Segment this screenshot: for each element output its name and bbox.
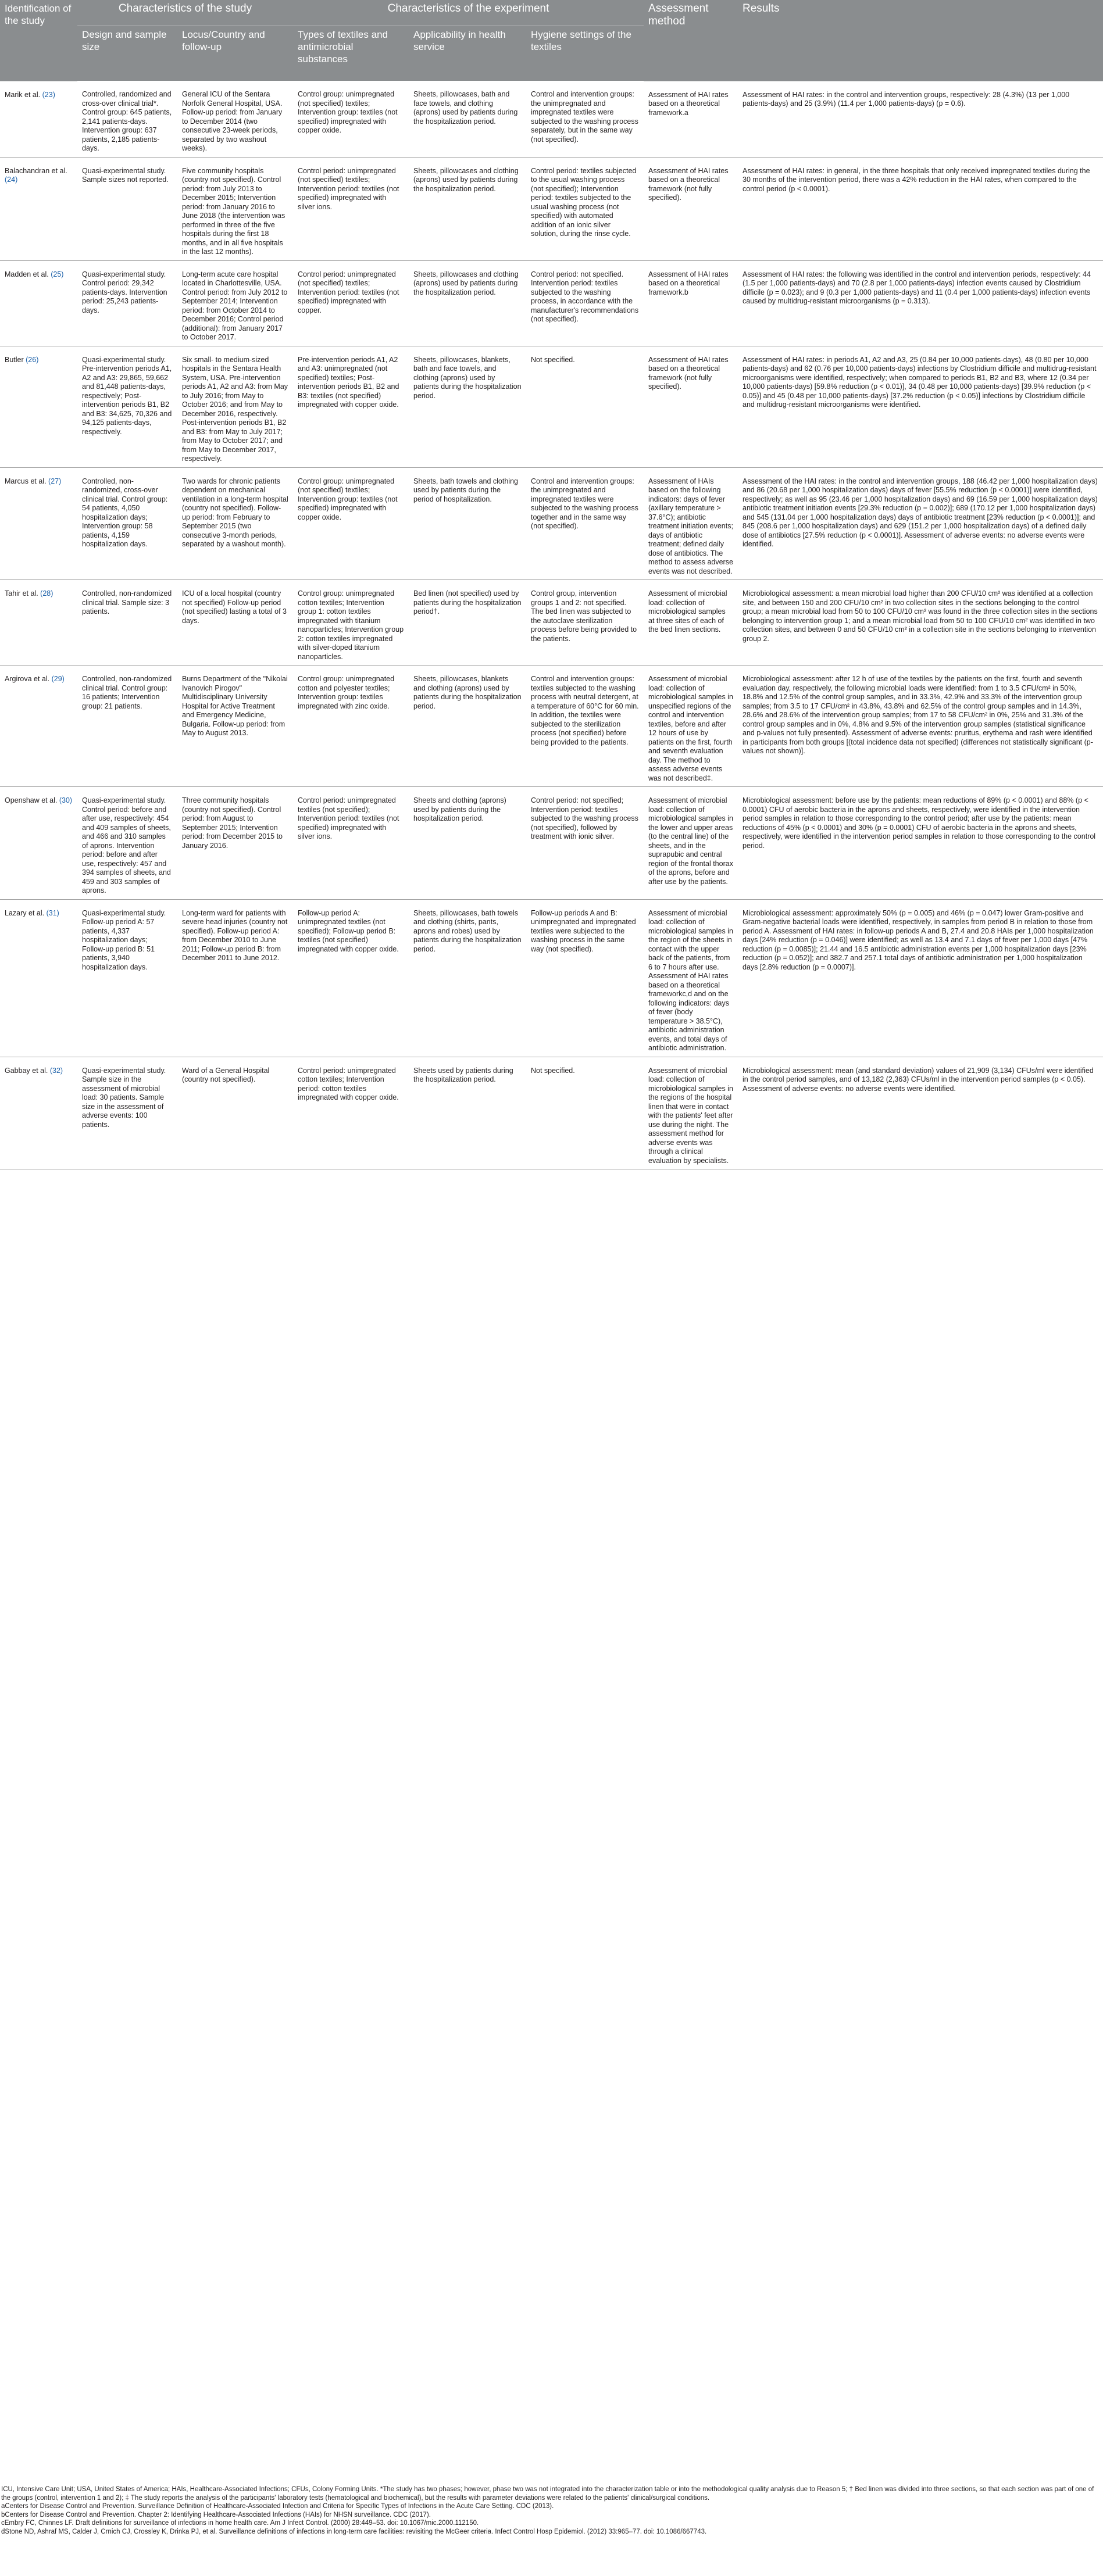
- results-cell: Assessment of HAI rates: in the control and intervention groups, respectively: 28 (4.3%) (13 per 1,000 patients-days) and 25 (3.9%) (11.4 per 1,000 patients-days) (p = 0.6).: [738, 81, 1103, 157]
- locus-cell: Long-term acute care hospital located in Charlottesville, USA. Control period: from July 2012 to September 2014; Intervention period: from October 2014 to December 2016; Control period (additional): from January 2017 to October 2017.: [177, 260, 293, 346]
- applicability-cell: Sheets, pillowcases and clothing (aprons) used by patients during the hospitalization period.: [409, 157, 526, 260]
- results-cell: Assessment of HAI rates: the following was identified in the control and intervention periods, respectively: 44 (1.5 per 1,000 patients-days) and 70 (2.8 per 1,000 patients-days) infection events caused by Clostridium difficile (p = 0.023); and 9 (0.3 per 1,000 patients-days) and 11 (0.4 per 1,000 patients-days) infection events caused by multidrug-resistant microorganisms (p = 0.313).: [738, 260, 1103, 346]
- design-cell: Controlled, non-randomized, cross-over clinical trial. Control group: 54 patients, 4,050 hospitalization days; Intervention group: 58 patients, 4,159 hospitalization days.: [77, 467, 177, 580]
- results-cell: Microbiological assessment: after 12 h of use of the textiles by the patients on the first, fourth and seventh evaluation day, respectively, the following microbial loads were identified: from 1 to 3.5 CFU/cm² in 50%, 18.8% and 12.5% of the control group samples, and in 33.3%, 42.9% and 33.3% of the intervention group samples; from 3.5 to 17 CFU/cm² in 43.8%, 43.8% and 62.5% of the control group samples and in 14.3%, 28.6% and 28.6% of the intervention group samples; from 17 to 58 CFU/cm² in 0%, 25% and 31.3% of the control group samples and in 0%, 4.8% and 9.5% of the intervention group samples (statistical significance and p-values not fully presented). Assessment of adverse events: pruritus, erythema and rash were identified in participants from both groups [(total incidence data not specified) (differences not statistically significant (p-values not shown)].: [738, 666, 1103, 787]
- types-cell: Control period: unimpregnated (not specified) textiles; Intervention period: textiles (not specified) impregnated with copper.: [293, 260, 409, 346]
- assessment-cell: Assessment of HAI rates based on a theoretical framework.b: [644, 260, 738, 346]
- table-row: [0, 81, 1103, 157]
- table-footnotes: [0, 2485, 1094, 2536]
- locus-cell: Burns Department of the "Nikolai Ivanovich Pirogov" Multidisciplinary University Hospital for Active Treatment and Emergency Medicine, Bulgaria. Follow-up period: from May to August 2013.: [177, 666, 293, 787]
- applicability-cell: Sheets, pillowcases, blankets, bath and face towels, and clothing (aprons) used by patients during the hospitalization period.: [409, 346, 526, 467]
- header-design: Design and sample size: [77, 26, 177, 81]
- footnote-b: bCenters for Disease Control and Prevention. Chapter 2: Identifying Healthcare-Associated Infections (HAIs) for NHSN surveillance. CDC (2017).: [1, 2511, 431, 2518]
- locus-cell: Two wards for chronic patients dependent on mechanical ventilation in a long-term hospital (country not specified). Follow-up period: from February to September 2015 (two consecutive 3-month periods, separated by a washout month).: [177, 467, 293, 580]
- types-cell: Pre-intervention periods A1, A2 and A3: unimpregnated (not specified) textiles; Post-intervention periods B1, B2 and B3: textiles (not specified) impregnated with copper oxide.: [293, 346, 409, 467]
- results-cell: Microbiological assessment: mean (and standard deviation) values of 21,909 (3,134) CFUs/ml were identified in the control period samples, and of 13,182 (2,363) CFUs/ml in the intervention period samples (p < 0.05). Assessment of adverse events: no adverse events were identified.: [738, 1057, 1103, 1169]
- design-cell: Quasi-experimental study. Control period: 29,342 patients-days. Intervention period: 25,243 patients-days.: [77, 260, 177, 346]
- hygiene-cell: Follow-up periods A and B: unimpregnated and impregnated textiles were subjected to the washing process in the same way (not specified).: [526, 899, 644, 1057]
- table-row: [0, 899, 1103, 1057]
- hygiene-cell: Control period: not specified. Intervention period: textiles subjected to the washing process, in accordance with the manufacturer's recommendations (not specified).: [526, 260, 644, 346]
- header-assessment: Assessment method: [644, 0, 738, 81]
- reference-link[interactable]: (30): [59, 796, 73, 804]
- assessment-cell: Assessment of microbial load: collection of microbiological samples in the regions of the hospital linen that were in contact with the patients' feet after use during the night. The assessment method for adverse events was through a clinical evaluation by specialists.: [644, 1057, 738, 1169]
- study-id-cell: [0, 787, 77, 900]
- design-cell: Quasi-experimental study. Sample size in the assessment of microbial load: 30 patients. Sample size in the assessment of adverse events: 100 patients.: [77, 1057, 177, 1169]
- hygiene-cell: Not specified.: [526, 346, 644, 467]
- hygiene-cell: Control and intervention groups: textiles subjected to the washing process with neutral detergent, at a temperature of 60°C for 60 min. In addition, the textiles were subjected to the sterilization process (not specified) before being provided to the patients.: [526, 666, 644, 787]
- study-author: Tahir et al.: [5, 589, 38, 598]
- study-id-cell: [0, 157, 77, 260]
- assessment-cell: Assessment of HAI rates based on a theoretical framework (not fully specified).: [644, 346, 738, 467]
- study-author: Openshaw et al.: [5, 796, 58, 804]
- locus-cell: Long-term ward for patients with severe head injuries (country not specified). Follow-up period A: from December 2010 to June 2011; Follow-up period B: from December 2011 to June 2012.: [177, 899, 293, 1057]
- applicability-cell: Sheets used by patients during the hospitalization period.: [409, 1057, 526, 1169]
- applicability-cell: Bed linen (not specified) used by patients during the hospitalization period†.: [409, 580, 526, 666]
- table-row: [0, 260, 1103, 346]
- study-id-cell: [0, 81, 77, 157]
- hygiene-cell: Control and intervention groups: the unimpregnated and impregnated textiles were subjected to the washing process together and in the same way (not specified).: [526, 467, 644, 580]
- table-row: [0, 580, 1103, 666]
- applicability-cell: Sheets, bath towels and clothing used by patients during the period of hospitalization.: [409, 467, 526, 580]
- header-hygiene: Hygiene settings of the textiles: [526, 26, 644, 81]
- study-id-cell: [0, 899, 77, 1057]
- applicability-cell: Sheets, pillowcases, bath towels and clothing (shirts, pants, aprons and robes) used by patients during the hospitalization period.: [409, 899, 526, 1057]
- locus-cell: Ward of a General Hospital (country not specified).: [177, 1057, 293, 1169]
- study-author: Lazary et al.: [5, 908, 45, 917]
- types-cell: Follow-up period A: unimpregnated textiles (not specified); Follow-up period B: textiles (not specified) impregnated with copper oxide.: [293, 899, 409, 1057]
- types-cell: Control period: unimpregnated textiles (not specified); Intervention period: textiles (not specified) impregnated with silver ions.: [293, 787, 409, 900]
- results-cell: Microbiological assessment: before use by the patients: mean reductions of 89% (p < 0.0001) and 88% (p < 0.0001) CFU of aerobic bacteria in the aprons and sheets, respectively, were identified in the intervention period samples in relation to those corresponding to the control period; after use by the patients: mean reductions of 45% (p < 0.0001) and 30% (p = 0.0001) CFU of aerobic bacteria in the aprons and sheets, respectively, were identified in the intervention period samples in relation to those corresponding to the control period.: [738, 787, 1103, 900]
- reference-link[interactable]: (28): [40, 589, 53, 598]
- header-results: Results: [738, 0, 1103, 81]
- study-author: Madden et al.: [5, 270, 49, 278]
- results-cell: Microbiological assessment: a mean microbial load higher than 200 CFU/10 cm² was identified at a collection site, and between 150 and 200 CFU/10 cm² in two collection sites in the sections belonging to the control group; a mean microbial load from 50 to 100 CFU/10 cm² was found in the three collection sites in the sections belonging to intervention group 1; and a mean microbial load from 50 to 100 CFU/10 cm² was identified in two collection sites, and between 0 and 50 CFU/10 cm² in a collection site in the sections belonging to intervention group 2.: [738, 580, 1103, 666]
- results-cell: Assessment of HAI rates: in periods A1, A2 and A3, 25 (0.84 per 10,000 patients-days), 48 (0.80 per 10,000 patients-days) and 62 (0.76 per 10,000 patients-days) infections by Clostridium difficile and multidrug-resistant microorganisms were identified, respectively; when compared to periods B1, B2 and B3, where 12 (0.34 per 10,000 patients-days) [59.8% reduction (p < 0.01)], 34 (0.48 per 10,000 patients-days) [39.9% reduction (p < 0.05)] and 45 (0.48 per 10,000 patients-days) [37.2% reduction (p < 0.05)] infections by Clostridium difficile and multidrug-resistant microorganisms were identified.: [738, 346, 1103, 467]
- footnote-a: aCenters for Disease Control and Prevention. Surveillance Definition of Healthcare-Associated Infection and Criteria for Specific Types of Infections in the Acute Care Setting. CDC (2013).: [1, 2503, 554, 2510]
- header-applicability: Applicability in health service: [409, 26, 526, 81]
- footnote-abbreviations: ICU, Intensive Care Unit; USA, United States of America; HAIs, Healthcare-Associated Infections; CFUs, Colony Forming Units. *The study has two phases; however, phase two was not integrated into the characterization table or into the methodological quality analysis due to Reason 5; † Bed linen was divided into three sections, so that each section was part of one of the groups (control, intervention 1 and 2); ‡ The study reports the analysis of the participants' laboratory tests (hematological and biochemical), but the results with parameter deviations were related to the patients' clinical/surgical conditions.: [1, 2486, 1094, 2502]
- study-id-cell: [0, 346, 77, 467]
- design-cell: Quasi-experimental study. Sample sizes not reported.: [77, 157, 177, 260]
- applicability-cell: Sheets and clothing (aprons) used by patients during the hospitalization period.: [409, 787, 526, 900]
- assessment-cell: Assessment of microbial load: collection of microbiological samples in the region of the sheets in contact with the upper back of the patients, from 6 to 7 hours after use. Assessment of HAI rates based on a theoretical frameworkc,d and on the following indicators: days of fever (body temperature > 38.5°C), antibiotic administration events, and total days of antibiotic administration.: [644, 899, 738, 1057]
- header-experiment-characteristics: Characteristics of the experiment: [293, 0, 644, 26]
- study-id-cell: [0, 1057, 77, 1169]
- types-cell: Control group: unimpregnated (not specified) textiles; Intervention group: textiles (not specified) impregnated with copper oxide.: [293, 467, 409, 580]
- assessment-cell: Assessment of HAI rates based on a theoretical framework (not fully specified).: [644, 157, 738, 260]
- applicability-cell: Sheets, pillowcases, bath and face towels, and clothing (aprons) used by patients during the hospitalization period.: [409, 81, 526, 157]
- assessment-cell: Assessment of HAIs based on the following indicators: days of fever (axillary temperature > 37.6°C); antibiotic treatment initiation events; days of antibiotic treatment; defined daily dose of antibiotics. The method to assess adverse events was not described.: [644, 467, 738, 580]
- study-id-cell: [0, 666, 77, 787]
- study-author: Marcus et al.: [5, 477, 47, 485]
- study-author: Marik et al.: [5, 90, 41, 99]
- study-author: Gabbay et al.: [5, 1066, 48, 1075]
- table-row: [0, 467, 1103, 580]
- locus-cell: ICU of a local hospital (country not specified) Follow-up period (not specified) lasting a total of 3 days.: [177, 580, 293, 666]
- locus-cell: Six small- to medium-sized hospitals in the Sentara Health System, USA. Pre-intervention periods A1, A2 and A3: from May to July 2016; from May to October 2016; and from May to December 2016, respectively. Post-intervention periods B1, B2 and B3: from May to July 2017; from May to October 2017; and from May to December 2017, respectively.: [177, 346, 293, 467]
- table-body: [0, 81, 1103, 1169]
- assessment-cell: Assessment of microbial load: collection of microbiological samples at three sites of each of the bed linen sections.: [644, 580, 738, 666]
- design-cell: Quasi-experimental study. Pre-intervention periods A1, A2 and A3: 29,865, 59,662 and 81,448 patients-days, respectively; Post-intervention periods B1, B2 and B3: 34,625, 70,326 and 94,125 patients-days, respectively.: [77, 346, 177, 467]
- types-cell: Control period: unimpregnated cotton textiles; Intervention period: cotton textiles impregnated with copper oxide.: [293, 1057, 409, 1169]
- locus-cell: Five community hospitals (country not specified). Control period: from July 2013 to December 2015; Intervention period: from January 2016 to June 2018 (the intervention was performed in three of the five hospitals during the first 18 months, and in all five hospitals in the last 12 months).: [177, 157, 293, 260]
- reference-link[interactable]: (25): [51, 270, 64, 278]
- reference-link[interactable]: (24): [5, 176, 18, 184]
- reference-link[interactable]: (31): [46, 908, 59, 917]
- header-locus: Locus/Country and follow-up: [177, 26, 293, 81]
- table-row: [0, 787, 1103, 900]
- hygiene-cell: Control group, intervention groups 1 and 2: not specified. The bed linen was subjected to the autoclave sterilization process before being provided to the patients.: [526, 580, 644, 666]
- study-author: Butler: [5, 355, 24, 364]
- header-study-characteristics: Characteristics of the study: [77, 0, 293, 26]
- header-types: Types of textiles and antimicrobial substances: [293, 26, 409, 81]
- study-id-cell: [0, 580, 77, 666]
- design-cell: Controlled, non-randomized clinical trial. Sample size: 3 patients.: [77, 580, 177, 666]
- design-cell: Controlled, non-randomized clinical trial. Control group: 16 patients; Intervention group: 21 patients.: [77, 666, 177, 787]
- reference-link[interactable]: (29): [51, 675, 65, 683]
- table-header: [0, 0, 1103, 81]
- reference-link[interactable]: (32): [49, 1066, 63, 1075]
- assessment-cell: Assessment of microbial load: collection of microbiological samples in unspecified regions of the control and intervention textiles, before and after 12 hours of use by patients on the first, fourth and seventh evaluation day. The method to assess adverse events was not described‡.: [644, 666, 738, 787]
- results-cell: Assessment of the HAI rates: in the control and intervention groups, 188 (46.42 per 1,000 hospitalization days) and 86 (20.68 per 1,000 hospitalization days) days of fever [55.5% reduction (p < 0.0001)] were identified, respectively; as well as 95 (23.46 per 1,000 hospitalization days) and 69 (16.59 per 1,000 hospitalization days) antibiotic treatment initiation events [29.3% reduction (p = 0.002)]; 689 (170.12 per 1,000 hospitalization days) and 545 (131.04 per 1,000 hospitalization days) days of antibiotic treatment [23% reduction (p < 0.0001)]; and 845 (208.6 per 1,000 hospitalization days) and 629 (151.2 per 1,000 hospitalization days) of a defined daily dose of antibiotics [27.5% reduction (p < 0.0001)]. Assessment of adverse events: no adverse events were identified.: [738, 467, 1103, 580]
- locus-cell: General ICU of the Sentara Norfolk General Hospital, USA. Follow-up period: from January to December 2014 (two consecutive 23-week periods, separated by two washout weeks).: [177, 81, 293, 157]
- reference-link[interactable]: (26): [26, 355, 39, 364]
- study-author: Argirova et al.: [5, 675, 50, 683]
- types-cell: Control group: unimpregnated cotton textiles; Intervention group 1: cotton textiles impregnated with titanium nanoparticles; Intervention group 2: cotton textiles impregnated with silver-doped titanium nanoparticles.: [293, 580, 409, 666]
- study-author: Balachandran et al.: [5, 166, 67, 175]
- studies-table: [0, 0, 1103, 1169]
- hygiene-cell: Control period: not specified; Intervention period: textiles subjected to the washing process (not specified), followed by treatment with ionic silver.: [526, 787, 644, 900]
- design-cell: Controlled, randomized and cross-over clinical trial*. Control group: 645 patients, 2,141 patients-days. Intervention group: 637 patients, 2,185 patients-days.: [77, 81, 177, 157]
- hygiene-cell: Control period: textiles subjected to the usual washing process (not specified); Intervention period: textiles subjected to the usual washing process (not specified) with automated addition of an ionic silver solution, during the rinse cycle.: [526, 157, 644, 260]
- types-cell: Control group: unimpregnated cotton and polyester textiles; Intervention group: textiles impregnated with zinc oxide.: [293, 666, 409, 787]
- assessment-cell: Assessment of HAI rates based on a theoretical framework.a: [644, 81, 738, 157]
- study-id-cell: [0, 467, 77, 580]
- table-row: [0, 157, 1103, 260]
- hygiene-cell: Control and intervention groups: the unimpregnated and impregnated textiles were subjected to the washing process separately, but in the same way (not specified).: [526, 81, 644, 157]
- types-cell: Control group: unimpregnated (not specified) textiles; Intervention group: textiles (not specified) impregnated with copper oxide.: [293, 81, 409, 157]
- footnote-c: cEmbry FC, Chinnes LF. Draft definitions for surveillance of infections in home health care. Am J Infect Control. (2000) 28:449–53. doi: 10.1067/mic.2000.112150.: [1, 2520, 479, 2527]
- table-row: [0, 1057, 1103, 1169]
- results-cell: Assessment of HAI rates: in general, in the three hospitals that only received impregnated textiles during the 30 months of the intervention period, there was a 42% reduction in the HAI rates, when compared to the control period (p < 0.0001).: [738, 157, 1103, 260]
- applicability-cell: Sheets, pillowcases, blankets and clothing (aprons) used by patients during the hospitalization period.: [409, 666, 526, 787]
- design-cell: Quasi-experimental study. Follow-up period A: 57 patients, 4,337 hospitalization days; Follow-up period B: 51 patients, 3,940 hospitalization days.: [77, 899, 177, 1057]
- types-cell: Control period: unimpregnated (not specified) textiles; Intervention period: textiles (not specified) impregnated with silver ions.: [293, 157, 409, 260]
- reference-link[interactable]: (23): [42, 90, 55, 99]
- footnote-d: dStone ND, Ashraf MS, Calder J, Crnich CJ, Crossley K, Drinka PJ, et al. Surveillance definitions of infections in long-term care facilities: revisiting the McGeer criteria. Infect Control Hosp Epidemiol. (2012) 33:965–77. doi: 10.1086/667743.: [1, 2528, 707, 2535]
- hygiene-cell: Not specified.: [526, 1057, 644, 1169]
- header-identification: Identification of the study: [0, 0, 77, 81]
- locus-cell: Three community hospitals (country not specified). Control period: from August to September 2015; Intervention period: from December 2015 to January 2016.: [177, 787, 293, 900]
- design-cell: Quasi-experimental study. Control period: before and after use, respectively: 454 and 409 samples of sheets, and 466 and 310 samples of aprons. Intervention period: before and after use, respectively: 457 and 394 samples of sheets, and 459 and 303 samples of aprons.: [77, 787, 177, 900]
- applicability-cell: Sheets, pillowcases and clothing (aprons) used by patients during the hospitalization period.: [409, 260, 526, 346]
- study-id-cell: [0, 260, 77, 346]
- assessment-cell: Assessment of microbial load: collection of microbiological samples in the lower and upper areas (to the central line) of the sheets, and in the suprapubic and central region of the frontal thorax of the aprons, before and after use by the patients.: [644, 787, 738, 900]
- table-row: [0, 346, 1103, 467]
- table-row: [0, 666, 1103, 787]
- results-cell: Microbiological assessment: approximately 50% (p = 0.005) and 46% (p = 0.047) lower Gram-positive and Gram-negative bacterial loads were identified, respectively, in samples from period B in relation to those from period A. Assessment of HAI rates: in follow-up periods A and B, 27.4 and 20.8 HAIs per 1,000 hospitalization days [24% reduction (p = 0.046)] were identified; as well as 13.4 and 7.1 days of fever per 1,000 days [47% reduction (p = 0.0085)]; 21.44 and 16.5 antibiotic administration events per 1,000 hospitalization days [23% reduction (p = 0.052)]; and 382.7 and 257.1 total days of antibiotic administration per 1,000 hospitalization days [2.8% reduction (p = 0.0007)].: [738, 899, 1103, 1057]
- reference-link[interactable]: (27): [48, 477, 62, 485]
